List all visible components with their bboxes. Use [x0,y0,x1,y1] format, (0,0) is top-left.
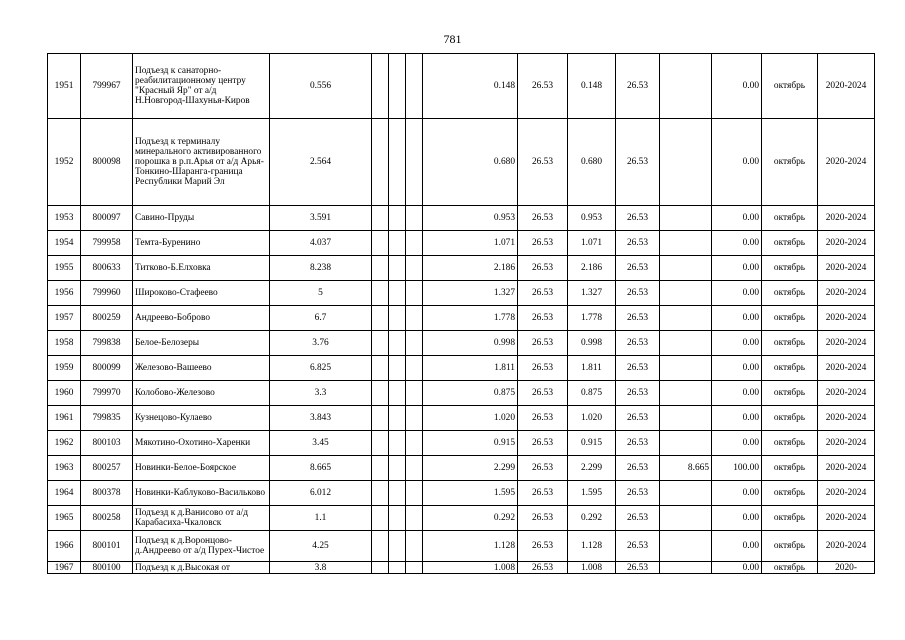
row-number-cell: 1956 [48,281,81,306]
value-4-cell: 26.53 [616,256,660,281]
value-1-cell: 0.953 [423,206,518,231]
row-number-cell: 1962 [48,431,81,456]
road-name-cell: Мякотино-Охотино-Харенки [133,431,270,456]
road-length-cell: 3.3 [270,381,372,406]
empty-cell-cell [406,381,423,406]
value-3-cell: 1.071 [568,231,616,256]
empty-cell-cell [389,531,406,562]
road-length-cell: 6.012 [270,481,372,506]
empty-cell-cell [406,406,423,431]
road-id-cell: 800099 [81,356,133,381]
value-5-cell [660,531,712,562]
value-2-cell: 26.53 [518,331,568,356]
empty-cell-cell [389,281,406,306]
road-id-cell: 800259 [81,306,133,331]
empty-cell-cell [372,54,389,119]
value-4-cell: 26.53 [616,331,660,356]
row-number-cell: 1955 [48,256,81,281]
road-length-cell: 6.7 [270,306,372,331]
table-row [48,431,875,456]
road-name-cell: Железово-Вашеево [133,356,270,381]
month-cell: октябрь [762,381,818,406]
value-3-cell: 1.008 [568,562,616,574]
value-1-cell: 1.071 [423,231,518,256]
empty-cell-cell [389,431,406,456]
value-2-cell: 26.53 [518,456,568,481]
value-6-cell: 0.00 [712,331,762,356]
value-5-cell [660,231,712,256]
value-2-cell: 26.53 [518,281,568,306]
value-3-cell: 0.998 [568,331,616,356]
value-3-cell: 1.811 [568,356,616,381]
years-cell: 2020-2024 [818,206,875,231]
value-2-cell: 26.53 [518,406,568,431]
road-name-cell: Белое-Белозеры [133,331,270,356]
row-number-cell: 1967 [48,562,81,574]
value-4-cell: 26.53 [616,431,660,456]
years-cell: 2020-2024 [818,531,875,562]
row-number-cell: 1951 [48,54,81,119]
month-cell: октябрь [762,531,818,562]
empty-cell-cell [406,281,423,306]
years-cell: 2020- [818,562,875,574]
empty-cell-cell [372,431,389,456]
value-3-cell: 0.953 [568,206,616,231]
row-number-cell: 1961 [48,406,81,431]
empty-cell-cell [389,562,406,574]
empty-cell-cell [406,562,423,574]
value-4-cell: 26.53 [616,406,660,431]
road-length-cell: 4.037 [270,231,372,256]
road-length-cell: 3.76 [270,331,372,356]
road-length-cell: 4.25 [270,531,372,562]
years-cell: 2020-2024 [818,431,875,456]
month-cell: октябрь [762,54,818,119]
value-6-cell: 0.00 [712,531,762,562]
road-id-cell: 799967 [81,54,133,119]
value-2-cell: 26.53 [518,481,568,506]
years-cell: 2020-2024 [818,256,875,281]
years-cell: 2020-2024 [818,331,875,356]
value-2-cell: 26.53 [518,431,568,456]
value-4-cell: 26.53 [616,119,660,206]
value-4-cell: 26.53 [616,356,660,381]
table-row [48,356,875,381]
road-length-cell: 0.556 [270,54,372,119]
table-row [48,331,875,356]
years-cell: 2020-2024 [818,54,875,119]
empty-cell-cell [372,381,389,406]
value-1-cell: 1.778 [423,306,518,331]
value-2-cell: 26.53 [518,506,568,531]
years-cell: 2020-2024 [818,381,875,406]
empty-cell-cell [389,306,406,331]
value-5-cell [660,54,712,119]
value-3-cell: 1.778 [568,306,616,331]
value-6-cell: 0.00 [712,256,762,281]
empty-cell-cell [389,506,406,531]
value-4-cell: 26.53 [616,231,660,256]
value-1-cell: 1.008 [423,562,518,574]
empty-cell-cell [406,331,423,356]
road-length-cell: 3.8 [270,562,372,574]
value-6-cell: 0.00 [712,406,762,431]
road-name-cell: Подъезд к д.Высокая от [133,562,270,574]
empty-cell-cell [406,531,423,562]
month-cell: октябрь [762,481,818,506]
value-1-cell: 2.186 [423,256,518,281]
road-name-cell: Андреево-Боброво [133,306,270,331]
value-3-cell: 2.186 [568,256,616,281]
value-4-cell: 26.53 [616,506,660,531]
value-4-cell: 26.53 [616,206,660,231]
value-6-cell: 0.00 [712,306,762,331]
value-1-cell: 1.128 [423,531,518,562]
empty-cell-cell [372,206,389,231]
empty-cell-cell [406,231,423,256]
empty-cell-cell [372,562,389,574]
value-2-cell: 26.53 [518,356,568,381]
row-number-cell: 1958 [48,331,81,356]
value-3-cell: 0.915 [568,431,616,456]
month-cell: октябрь [762,356,818,381]
month-cell: октябрь [762,506,818,531]
road-id-cell: 800097 [81,206,133,231]
table-row [48,231,875,256]
empty-cell-cell [389,331,406,356]
value-2-cell: 26.53 [518,531,568,562]
month-cell: октябрь [762,406,818,431]
empty-cell-cell [372,119,389,206]
empty-cell-cell [372,306,389,331]
row-number-cell: 1965 [48,506,81,531]
value-4-cell: 26.53 [616,306,660,331]
empty-cell-cell [372,281,389,306]
value-5-cell [660,306,712,331]
road-length-cell: 1.1 [270,506,372,531]
table-row [48,506,875,531]
table-row [48,481,875,506]
empty-cell-cell [372,231,389,256]
value-4-cell: 26.53 [616,562,660,574]
value-5-cell: 8.665 [660,456,712,481]
month-cell: октябрь [762,281,818,306]
value-1-cell: 0.875 [423,381,518,406]
value-6-cell: 0.00 [712,381,762,406]
road-length-cell: 6.825 [270,356,372,381]
empty-cell-cell [389,54,406,119]
value-2-cell: 26.53 [518,54,568,119]
value-6-cell: 0.00 [712,431,762,456]
value-3-cell: 1.128 [568,531,616,562]
road-name-cell: Подъезд к д.Воронцово-д.Андреево от а/д Пурех-Чистое [133,531,270,562]
row-number-cell: 1954 [48,231,81,256]
road-length-cell: 5 [270,281,372,306]
value-1-cell: 0.292 [423,506,518,531]
value-2-cell: 26.53 [518,231,568,256]
value-2-cell: 26.53 [518,306,568,331]
value-2-cell: 26.53 [518,381,568,406]
table-body [48,54,875,574]
value-2-cell: 26.53 [518,562,568,574]
value-1-cell: 0.998 [423,331,518,356]
value-4-cell: 26.53 [616,481,660,506]
table-row [48,306,875,331]
value-5-cell [660,119,712,206]
table-row [48,406,875,431]
years-cell: 2020-2024 [818,306,875,331]
empty-cell-cell [406,456,423,481]
empty-cell-cell [406,481,423,506]
value-2-cell: 26.53 [518,256,568,281]
row-number-cell: 1952 [48,119,81,206]
value-3-cell: 1.595 [568,481,616,506]
empty-cell-cell [372,456,389,481]
empty-cell-cell [406,206,423,231]
value-1-cell: 0.680 [423,119,518,206]
empty-cell-cell [372,356,389,381]
month-cell: октябрь [762,562,818,574]
empty-cell-cell [389,456,406,481]
empty-cell-cell [372,531,389,562]
road-length-cell: 2.564 [270,119,372,206]
road-id-cell: 800103 [81,431,133,456]
empty-cell-cell [389,206,406,231]
empty-cell-cell [389,231,406,256]
page-number: 781 [443,32,462,46]
value-1-cell: 1.595 [423,481,518,506]
table-row [48,381,875,406]
empty-cell-cell [389,406,406,431]
value-3-cell: 0.680 [568,119,616,206]
row-number-cell: 1960 [48,381,81,406]
value-3-cell: 0.148 [568,54,616,119]
road-id-cell: 800633 [81,256,133,281]
empty-cell-cell [406,256,423,281]
value-4-cell: 26.53 [616,456,660,481]
road-id-cell: 799960 [81,281,133,306]
years-cell: 2020-2024 [818,456,875,481]
road-length-cell: 3.843 [270,406,372,431]
empty-cell-cell [389,381,406,406]
month-cell: октябрь [762,119,818,206]
empty-cell-cell [372,406,389,431]
road-name-cell: Кузнецово-Кулаево [133,406,270,431]
value-5-cell [660,256,712,281]
row-number-cell: 1964 [48,481,81,506]
value-6-cell: 0.00 [712,506,762,531]
empty-cell-cell [389,356,406,381]
empty-cell-cell [389,119,406,206]
road-id-cell: 800100 [81,562,133,574]
road-name-cell: Титково-Б.Елховка [133,256,270,281]
value-1-cell: 0.148 [423,54,518,119]
value-6-cell: 0.00 [712,356,762,381]
road-id-cell: 799970 [81,381,133,406]
value-1-cell: 1.020 [423,406,518,431]
table-row [48,206,875,231]
value-1-cell: 1.327 [423,281,518,306]
years-cell: 2020-2024 [818,281,875,306]
road-id-cell: 800101 [81,531,133,562]
value-5-cell [660,206,712,231]
table-row [48,562,875,574]
road-name-cell: Подъезд к д.Ванисово от а/д Карабасиха-Чкаловск [133,506,270,531]
table-row [48,256,875,281]
years-cell: 2020-2024 [818,481,875,506]
value-1-cell: 2.299 [423,456,518,481]
row-number-cell: 1957 [48,306,81,331]
road-id-cell: 800378 [81,481,133,506]
row-number-cell: 1959 [48,356,81,381]
table-row [48,119,875,206]
years-cell: 2020-2024 [818,406,875,431]
value-2-cell: 26.53 [518,119,568,206]
empty-cell-cell [406,431,423,456]
road-id-cell: 800257 [81,456,133,481]
road-name-cell: Новинки-Белое-Боярское [133,456,270,481]
value-6-cell: 0.00 [712,231,762,256]
road-name-cell: Подъезд к санаторно-реабилитационному центру "Красный Яр" от а/д Н.Новгород-Шахунья-Киров [133,54,270,119]
empty-cell-cell [372,256,389,281]
empty-cell-cell [372,331,389,356]
empty-cell-cell [406,356,423,381]
road-length-cell: 3.591 [270,206,372,231]
empty-cell-cell [406,119,423,206]
value-6-cell: 0.00 [712,206,762,231]
month-cell: октябрь [762,206,818,231]
row-number-cell: 1953 [48,206,81,231]
value-1-cell: 0.915 [423,431,518,456]
value-3-cell: 2.299 [568,456,616,481]
value-3-cell: 1.020 [568,406,616,431]
value-6-cell: 0.00 [712,281,762,306]
value-6-cell: 100.00 [712,456,762,481]
empty-cell-cell [406,306,423,331]
month-cell: октябрь [762,431,818,456]
value-2-cell: 26.53 [518,206,568,231]
value-3-cell: 0.292 [568,506,616,531]
month-cell: октябрь [762,331,818,356]
road-name-cell: Темта-Буренино [133,231,270,256]
years-cell: 2020-2024 [818,506,875,531]
road-id-cell: 800098 [81,119,133,206]
row-number-cell: 1966 [48,531,81,562]
road-id-cell: 799838 [81,331,133,356]
value-5-cell [660,356,712,381]
month-cell: октябрь [762,456,818,481]
road-table [47,53,875,574]
table-row [48,54,875,119]
years-cell: 2020-2024 [818,119,875,206]
value-5-cell [660,506,712,531]
empty-cell-cell [389,481,406,506]
value-5-cell [660,562,712,574]
empty-cell-cell [406,506,423,531]
value-5-cell [660,406,712,431]
road-name-cell: Широково-Стафеево [133,281,270,306]
value-6-cell: 0.00 [712,562,762,574]
value-5-cell [660,331,712,356]
road-id-cell: 799835 [81,406,133,431]
road-length-cell: 8.665 [270,456,372,481]
road-name-cell: Подъезд к терминалу минерального активированного порошка в р.п.Арья от а/д Арья-Тонкино-Шаранга-граница Республики Марий Эл [133,119,270,206]
road-id-cell: 800258 [81,506,133,531]
empty-cell-cell [406,54,423,119]
value-5-cell [660,481,712,506]
road-name-cell: Колобово-Железово [133,381,270,406]
empty-cell-cell [372,481,389,506]
value-4-cell: 26.53 [616,531,660,562]
road-name-cell: Новинки-Каблуково-Васильково [133,481,270,506]
value-3-cell: 1.327 [568,281,616,306]
years-cell: 2020-2024 [818,231,875,256]
value-3-cell: 0.875 [568,381,616,406]
value-4-cell: 26.53 [616,381,660,406]
value-6-cell: 0.00 [712,119,762,206]
table-row [48,456,875,481]
value-6-cell: 0.00 [712,481,762,506]
value-4-cell: 26.53 [616,281,660,306]
road-name-cell: Савино-Пруды [133,206,270,231]
road-length-cell: 3.45 [270,431,372,456]
table-row [48,281,875,306]
value-6-cell: 0.00 [712,54,762,119]
row-number-cell: 1963 [48,456,81,481]
value-1-cell: 1.811 [423,356,518,381]
empty-cell-cell [372,506,389,531]
value-5-cell [660,281,712,306]
years-cell: 2020-2024 [818,356,875,381]
road-id-cell: 799958 [81,231,133,256]
empty-cell-cell [389,256,406,281]
table-row [48,531,875,562]
value-5-cell [660,431,712,456]
month-cell: октябрь [762,231,818,256]
road-length-cell: 8.238 [270,256,372,281]
month-cell: октябрь [762,256,818,281]
month-cell: октябрь [762,306,818,331]
value-4-cell: 26.53 [616,54,660,119]
value-5-cell [660,381,712,406]
